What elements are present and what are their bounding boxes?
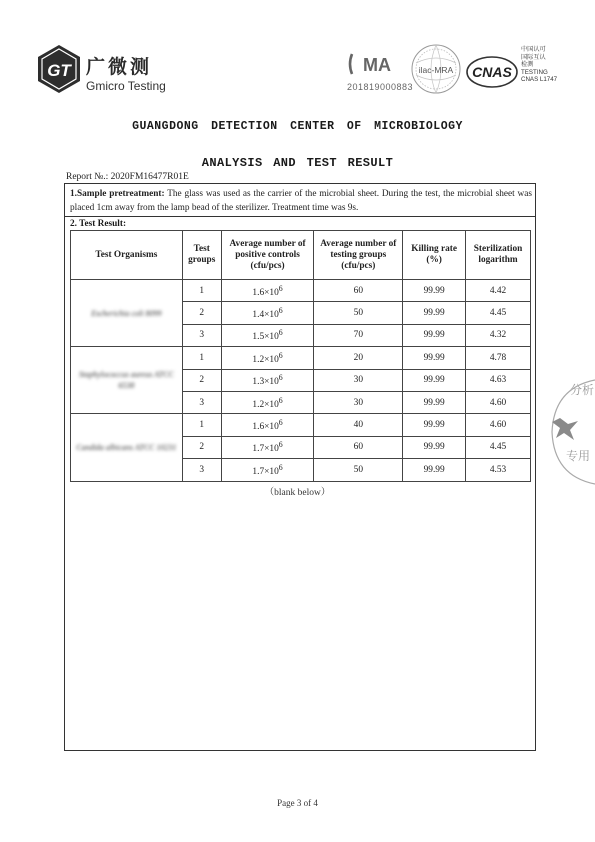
testing-cell: 60	[314, 436, 403, 458]
cma-certification-icon	[346, 50, 404, 78]
testing-cell: 50	[314, 459, 403, 481]
section-divider	[64, 216, 536, 217]
testing-cell: 60	[314, 280, 403, 302]
killing-cell: 99.99	[403, 414, 466, 436]
testing-cell: 50	[314, 302, 403, 324]
organism-cell	[71, 280, 183, 347]
col-header-groups: Test groups	[182, 231, 221, 280]
log-cell: 4.45	[466, 436, 531, 458]
killing-cell: 99.99	[403, 436, 466, 458]
positive-cell: $1.7\times 10^6$	[221, 459, 314, 481]
company-name-chinese: 广微测	[86, 56, 153, 78]
cnas-accreditation-text	[521, 46, 557, 84]
seal-stamp-icon	[548, 372, 595, 490]
ilac-label: ilac-MRA	[418, 65, 454, 75]
blank-below-note: （blank below）	[264, 488, 331, 498]
company-name-english: Gmicro Testing	[86, 79, 166, 93]
table-header-row	[71, 231, 531, 280]
col-header-positive: Average number of positive controls (cfu/pcs)	[221, 231, 314, 280]
testing-cell: 30	[314, 391, 403, 413]
group-cell: 1	[182, 347, 221, 369]
organism-name: Escherichia coli 8099	[91, 308, 162, 318]
group-cell: 2	[182, 369, 221, 391]
cnas-line: 检测	[521, 61, 534, 69]
log-cell: 4.78	[466, 347, 531, 369]
cnas-label: CNAS	[472, 64, 512, 80]
table-row	[71, 280, 531, 302]
log-cell: 4.32	[466, 324, 531, 346]
col-header-log: Sterilization logarithm	[466, 231, 531, 280]
table-row	[71, 414, 531, 436]
killing-cell: 99.99	[403, 324, 466, 346]
positive-cell: $1.6\times 10^6$	[221, 414, 314, 436]
cnas-line: 国际互认	[521, 53, 546, 61]
group-cell: 3	[182, 324, 221, 346]
testing-cell: 70	[314, 324, 403, 346]
testing-cell: 30	[314, 369, 403, 391]
group-cell: 1	[182, 414, 221, 436]
cnas-line: TESTING	[521, 68, 548, 76]
group-cell: 1	[182, 280, 221, 302]
gmicro-logo-icon	[36, 44, 82, 94]
col-header-killing: Killing rate (%)	[403, 231, 466, 280]
positive-cell: $1.3\times 10^6$	[221, 369, 314, 391]
log-cell: 4.60	[466, 414, 531, 436]
pretreatment-text: The glass was used as the carrier of the microbial sheet. During the test, the microbial sheet was placed 1cm away from the lamp bead of the sterilizer. Treatment time was 9s.	[70, 189, 532, 213]
pretreatment-label: 1.Sample pretreatment:	[70, 189, 165, 199]
testing-cell: 20	[314, 347, 403, 369]
organism-cell	[71, 347, 183, 414]
log-cell: 4.45	[466, 302, 531, 324]
positive-cell: $1.7\times 10^6$	[221, 436, 314, 458]
test-result-table	[70, 230, 531, 482]
col-header-organisms: Test Organisms	[71, 231, 183, 280]
logo-letters: GT	[47, 61, 71, 80]
sample-pretreatment	[70, 187, 532, 215]
killing-cell: 99.99	[403, 280, 466, 302]
svg-text:分析: 分析	[570, 383, 595, 397]
killing-cell: 99.99	[403, 391, 466, 413]
group-cell: 3	[182, 391, 221, 413]
table-row	[71, 347, 531, 369]
log-cell: 4.53	[466, 459, 531, 481]
organism-name: Candida albicans ATCC 10231	[76, 442, 177, 452]
section-title: ANALYSIS AND TEST RESULT	[201, 156, 394, 170]
organism-name: Staphylococcus aureus ATCC 6538	[78, 370, 174, 391]
killing-cell: 99.99	[403, 347, 466, 369]
positive-cell: $1.2\times 10^6$	[221, 347, 314, 369]
killing-cell: 99.99	[403, 302, 466, 324]
log-cell: 4.42	[466, 280, 531, 302]
ilac-mra-icon	[410, 43, 462, 95]
group-cell: 2	[182, 436, 221, 458]
col-header-testing: Average number of testing groups (cfu/pcs)	[314, 231, 403, 280]
positive-cell: $1.2\times 10^6$	[221, 391, 314, 413]
report-number: Report №.: 2020FM16477R01E	[66, 172, 189, 182]
organism-cell	[71, 414, 183, 481]
log-cell: 4.60	[466, 391, 531, 413]
group-cell: 2	[182, 302, 221, 324]
svg-text:专用: 专用	[566, 449, 591, 463]
group-cell: 3	[182, 459, 221, 481]
killing-cell: 99.99	[403, 369, 466, 391]
positive-cell: $1.4\times 10^6$	[221, 302, 314, 324]
cma-label: MA	[363, 55, 391, 75]
page-number: Page 3 of 4	[277, 798, 318, 808]
killing-cell: 99.99	[403, 459, 466, 481]
testing-cell: 40	[314, 414, 403, 436]
cnas-accreditation-icon	[465, 54, 519, 90]
cnas-line: 中国认可	[521, 46, 546, 53]
center-title: GUANGDONG DETECTION CENTER OF MICROBIOLOGY	[132, 120, 463, 133]
log-cell: 4.63	[466, 369, 531, 391]
cma-number: 201819000883	[347, 82, 414, 92]
cnas-line: CNAS L1747	[521, 76, 558, 84]
positive-cell: $1.6\times 10^6$	[221, 280, 314, 302]
test-result-label: 2. Test Result:	[70, 219, 127, 229]
positive-cell: $1.5\times 10^6$	[221, 324, 314, 346]
